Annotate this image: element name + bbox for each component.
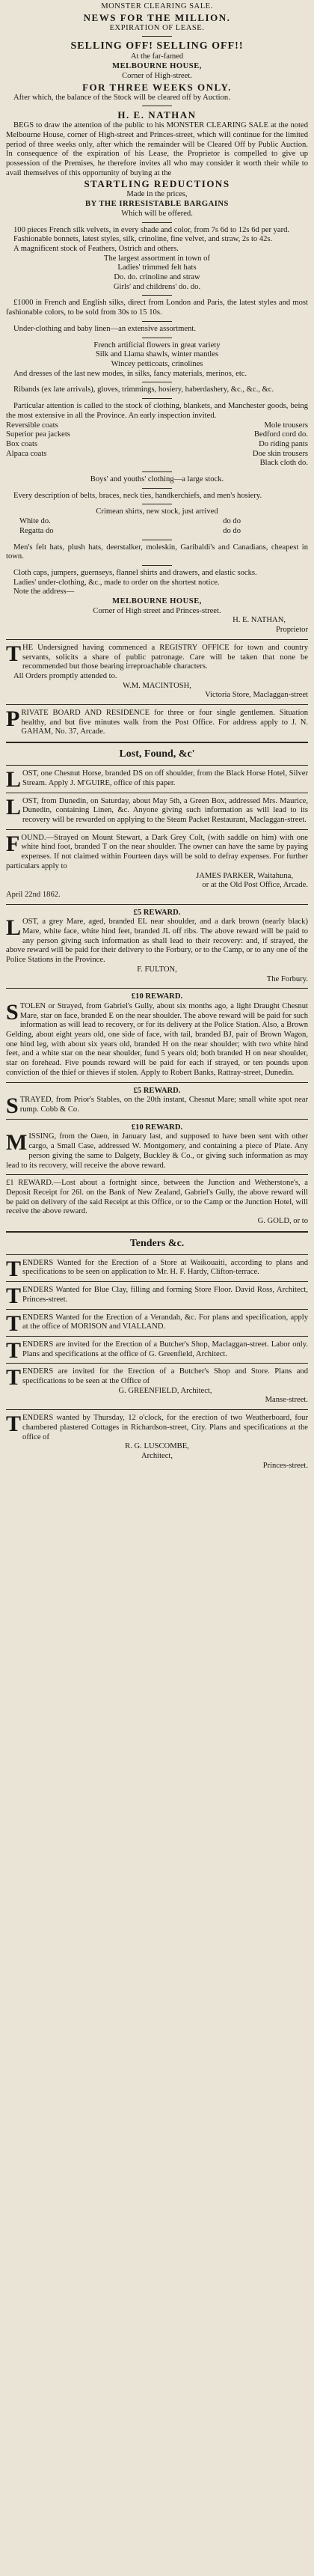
ad-item: Particular attention is called to the stock of clothing, blankets, and Manchester goods, being the most extensive in all the Province. An early inspection invited.	[6, 402, 308, 420]
ad-item: Note the address—	[13, 587, 75, 596]
ad-item: Girls' and childrens' do. do.	[113, 282, 201, 291]
ad-signature: Proprietor	[276, 626, 308, 635]
lost-horse-ad: LOST, one Chesnut Horse, branded DS on off shoulder, from the Black Horse Hotel, Silver Stream. Apply J. M'GUIRE, office of this paper.	[6, 767, 308, 793]
ad-item: £1000 in French and English silks, direct from London and Paris, the latest styles and most fashionable colors, to be sold from 30s to 15 10s.	[6, 299, 308, 317]
ad-body: THE Undersigned having commenced a REGISTRY OFFICE for town and country servants, solicits a share of public patronage. Care will be taken that none be recommended but those bearing irreproachable characters.	[6, 641, 308, 671]
clothing-row: Reversible coats Mole trousers	[6, 421, 308, 430]
ad-heading: EXPIRATION OF LEASE.	[109, 23, 205, 32]
ad-heading: NEWS FOR THE MILLION.	[83, 11, 231, 23]
ad-item: Ribands (ex late arrivals), gloves, trimmings, hosiery, haberdashery, &c., &c., &c.	[13, 385, 274, 394]
ad-signature: Victoria Store, Maclaggan-street	[205, 691, 308, 700]
reward-heading: £5 REWARD.	[133, 908, 181, 917]
tender-ad: TENDERS wanted by Thursday, 12 o'clock, for the erection of two Weatherboard, four chambered plastered Cottages in Richardson-street, City. Plans and specifications at the office of R. G. LUSCOMBE, Architect, Princes-street.	[6, 1411, 308, 1470]
ad-signature: JAMES PARKER, Waitahuna,	[196, 871, 293, 880]
clothing-row: Box coats Do riding pants	[6, 439, 308, 448]
ad-item: French artificial flowers in great variety	[93, 341, 221, 350]
ad-heading: MONSTER CLEARING SALE.	[101, 2, 213, 10]
missing-case-ad: MISSING, from the Oaeo, in January last, and supposed to have been sent with other cargo, a Small Case, addressed W. Montgomery, and containing a piece of Plate. Any person giving the same to Dalgety, Buckley & Co., or giving such information as may lead to its recovery, will receive the above reward.	[6, 1130, 308, 1170]
ad-signature: W.M. MACINTOSH,	[123, 681, 191, 690]
ad-signature: F. FULTON,	[137, 965, 177, 974]
tender-ad: TENDERS are invited for the Erection of a Butcher's Shop, Maclaggan-street. Labor only. Plans and specifications at the office of G. Greenfield, Architect.	[6, 1337, 308, 1363]
ad-line: All Orders promptly attended to.	[13, 671, 117, 680]
ad-line: Corner of High-street.	[122, 71, 192, 80]
ad-line: Corner of High street and Princes-street.	[93, 606, 221, 615]
ad-item: Every description of belts, braces, neck ties, handkerchiefs, and men's hosiery.	[13, 491, 262, 500]
ad-item: Men's felt hats, plush hats, deerstalker, moleskin, Garibaldi's and Canadians, cheapest in town.	[6, 543, 308, 561]
ad-signature: R. G. LUSCOMBE,	[125, 1442, 189, 1451]
ad-signature: or at the Old Post Office, Arcade.	[202, 881, 308, 890]
ad-signature: G. GOLD, or to	[257, 1217, 308, 1226]
board-ad	[6, 706, 308, 737]
clothing-row: Black cloth do.	[259, 459, 308, 468]
stolen-mare-ad: STOLEN or Strayed, from Gabriel's Gully, about six months ago, a light Draught Chesnut Mare, star on face, branded E on the near shoulder. The above reward will be paid for such information as will lead to recovery, or for its delivery at the Police Station. Also, a Brown Gelding, about eight years old, one side of face, with tail, branded BJ, pair of Brown Wagon, one hind leg, with about six years old, branded H on the near shoulder; with two white hind feet, and a white star on the near shoulder, fund 5 years old; both branded H on near shoulder, star on forehead. Five pounds reward will be paid for each if strayed, or ten pounds upon conviction of the thief or thieves if stolen. Apply to Robert Banks, Rattray-street, Dunedin.	[6, 999, 308, 1077]
registry-ad	[6, 641, 308, 701]
ad-item: Boys' and youths' clothing—a large stock.	[90, 475, 224, 484]
ad-line: Made in the prices,	[126, 190, 188, 199]
ad-item: Cloth caps, jumpers, guernseys, flannel shirts and drawers, and elastic socks.	[13, 568, 257, 577]
ad-line: At the far-famed	[130, 52, 184, 61]
ad-signature: Princes-street.	[262, 1461, 308, 1470]
ad-signature: Architect,	[141, 1451, 173, 1460]
ad-signature: H. E. NATHAN,	[233, 616, 286, 625]
ad-line: After which, the balance of the Stock will be cleared off by Auction.	[13, 93, 230, 102]
ad-item: Ladies' under-clothing, &c., made to order on the shortest notice.	[13, 578, 220, 587]
shirt-row: Regatta do do do	[19, 526, 241, 535]
ad-body: PRIVATE BOARD AND RESIDENCE for three or four single gentlemen. Situation healthy, and but five minutes walk from the Post Office. For address apply to J. N. GAHAM, No. 37, Arcade.	[6, 706, 308, 736]
ad-item: Silk and Llama shawls, winter mantles	[95, 350, 219, 359]
strayed-mare-ad: STRAYED, from Prior's Stables, on the 20th instant, Chesnut Mare; small white spot near rump. Cobb & Co.	[6, 1093, 308, 1119]
ad-heading: SELLING OFF! SELLING OFF!!	[70, 40, 244, 52]
lost-box-ad: LOST, from Dunedin, on Saturday, about May 5th, a Green Box, addressed Mrs. Maurice, Dunedin, containing Linen, &c. Anyone giving such information as will lead to its recovery will be rewarded on applying to the Steam Packet Restaurant, Maclaggan-street.	[6, 794, 308, 824]
advertiser-name: H. E. NATHAN	[117, 109, 197, 121]
found-colt-ad: FOUND.—Strayed on Mount Stewart, a Dark Grey Colt, (with saddle on him) with one white hind foot, branded T on the near shoulder. The owner can have the same by paying expenses. If not claimed within Fourteen days will be sold to defray expenses. For further particulars apply to JAMES PARKER, Waitahuna, or at the Old Post Office, Arcade. April 22nd 1862.	[6, 831, 308, 899]
ad-item: Ladies' trimmed felt hats	[117, 263, 197, 272]
reward-heading: £10 REWARD.	[131, 992, 183, 1001]
tender-ad: TENDERS Wanted for the Erection of a Verandah, &c. For plans and specification, apply at the office of MORISON and VIALLAND.	[6, 1310, 308, 1336]
receipt-reward-ad: £1 REWARD.—Lost about a fortnight since, between the Junction and Wetherstone's, a Deposit Receipt for 26l. on the Bank of New Zealand, Gabriel's Gully, the above reward will be paid on delivery of the said Receipt at this Office, or to the Camp or the Junction Hotel, will receive the above reward. G. GOLD, or to	[6, 1179, 308, 1226]
tender-ad: TENDERS Wanted for Blue Clay, filling and forming Store Floor. David Ross, Architect, Princes-street.	[6, 1284, 308, 1309]
ad-item: Under-clothing and baby linen—an extensive assortment.	[13, 324, 196, 333]
ad-heading: STARTLING REDUCTIONS	[84, 178, 230, 190]
clothing-row: Alpaca coats Doe skin trousers	[6, 449, 308, 458]
ad-item: 100 pieces French silk velvets, in every shade and color, from 7s 6d to 12s 6d per yard.	[13, 225, 290, 234]
ad-item: A magnificent stock of Feathers, Ostrich and others.	[13, 244, 179, 253]
reward-heading: £5 REWARD.	[133, 1086, 181, 1095]
ad-line: MELBOURNE HOUSE,	[112, 62, 202, 71]
ad-item: Do. do. crinoline and straw	[114, 273, 200, 282]
ad-body: BEGS to draw the attention of the public to his MONSTER CLEARING SALE at the noted Melbourne House, corner of High-street and Princes-street, which will continue for the limited period of three weeks only, after which the remainder will be Cleared Off by Public Auction. In consequence of the expiration of his Lease, the Proprietor is compelled to give up possession of the Premises, he therefore invites all who may consider it worth their while to avail themselves of this opportunity of buying at the	[6, 121, 308, 177]
shirt-row: White do. do do	[19, 517, 241, 526]
ad-line: MELBOURNE HOUSE,	[112, 597, 202, 606]
ad-heading: FOR THREE WEEKS ONLY.	[82, 81, 232, 93]
ad-item: Crimean shirts, new stock, just arrived	[96, 507, 218, 516]
ad-item: And dresses of the last new modes, in silks, fancy materials, merinos, etc.	[13, 369, 247, 378]
clothing-row: Superior pea jackets Bedford cord do.	[6, 430, 308, 439]
tender-ad: TENDERS are invited for the Erection of a Butcher's Shop and Store. Plans and specifications to be seen at the Office of G. GREENFIELD, Architect, Manse-street.	[6, 1365, 308, 1405]
ad-signature: Manse-street.	[265, 1396, 308, 1405]
ad-date: April 22nd 1862.	[6, 890, 61, 899]
reward-heading: £10 REWARD.	[131, 1123, 183, 1132]
tender-ad: TENDERS Wanted for the Erection of a Store at Waikouaiti, according to plans and specifications to be seen on application to Mr. H. F. Hardy, Clifton-terrace.	[6, 1256, 308, 1281]
section-heading-tenders: Tenders &c.	[129, 1237, 185, 1249]
ad-heading: BY THE IRRESISTABLE BARGAINS	[85, 200, 229, 209]
ad-item: Fashionable bonnets, latest styles, silk, crinoline, fine velvet, and straw, 2s to 42s.	[13, 235, 273, 244]
ad-signature: G. GREENFIELD, Architect,	[118, 1386, 212, 1395]
lost-mare-ad: LOST, a grey Mare, aged, branded EL near shoulder, and a dark brown (nearly black) Mare, white face, white hind feet, branded JL off ribs. The above reward will be paid to any person giving such information as shall lead to their recovery: and, if strayed, the above reward will be paid for their delivery to the Forbury, or to the Camp, or to any one of the Police Stations in the Province. F. FULTON, The Forbury.	[6, 915, 308, 983]
ad-item: Wincey petticoats, crinolines	[111, 359, 203, 368]
section-heading-lost-found: Lost, Found, &c'	[119, 748, 195, 760]
ad-signature: The Forbury.	[266, 974, 308, 983]
monster-sale-ad	[6, 2, 308, 635]
ad-line: Which will be offered.	[121, 209, 193, 218]
ad-item: The largest assortment in town of	[104, 254, 210, 263]
